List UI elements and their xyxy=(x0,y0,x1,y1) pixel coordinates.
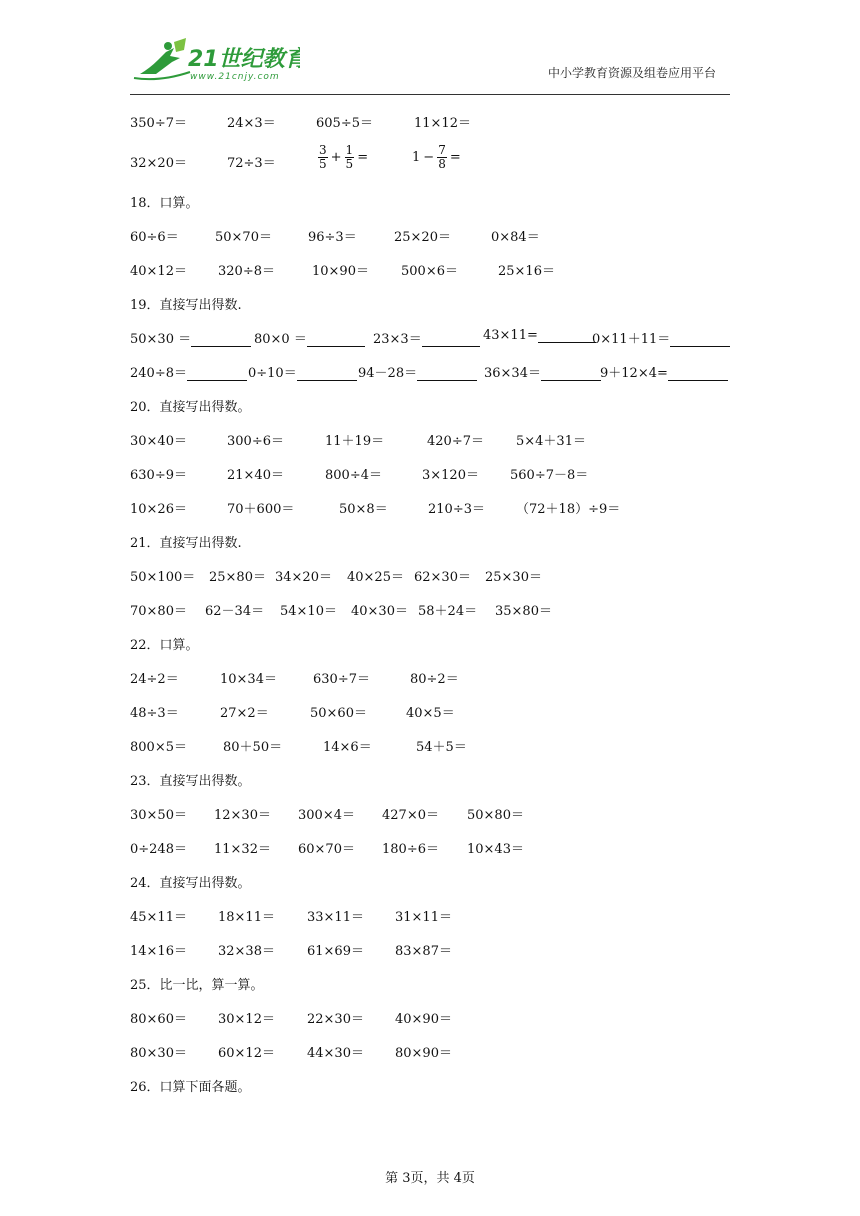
problem: 427×0＝ xyxy=(382,808,439,823)
problem: 30×50＝ xyxy=(130,808,187,823)
logo xyxy=(130,38,300,82)
problem: 80×90＝ xyxy=(395,1046,452,1061)
problem: 630÷9＝ xyxy=(130,468,187,483)
problem: 5×4＋31＝ xyxy=(516,434,586,449)
problem: 50×80＝ xyxy=(467,808,524,823)
problem-with-blank: 0÷10＝ xyxy=(248,362,357,381)
problem: 60÷6＝ xyxy=(130,230,179,245)
problem: （72＋18）÷9＝ xyxy=(516,502,621,517)
problem: 24×3＝ xyxy=(227,116,276,131)
problem: 48÷3＝ xyxy=(130,706,179,721)
problem-with-blank: 23×3＝ xyxy=(373,328,480,347)
problem: 45×11＝ xyxy=(130,910,187,925)
problem: 11×32＝ xyxy=(214,842,271,857)
problem: 25×16＝ xyxy=(498,264,555,279)
fraction: $\frac{1}{5}$ xyxy=(345,143,354,171)
problem: 54×10＝ xyxy=(280,604,337,619)
problem: 50×100＝ xyxy=(130,570,196,585)
problem: 50×70＝ xyxy=(215,230,272,245)
problem: 40×90＝ xyxy=(395,1012,452,1027)
equals: = xyxy=(357,150,369,165)
problem-with-blank: 94－28＝ xyxy=(358,362,477,381)
question-24-title: 24．直接写出得数。 xyxy=(130,876,251,891)
problem: 605÷5＝ xyxy=(316,116,373,131)
problem: 630÷7＝ xyxy=(313,672,370,687)
problem: 25×20＝ xyxy=(394,230,451,245)
problem-with-blank: 43×11= xyxy=(483,328,596,343)
problem: 300×4＝ xyxy=(298,808,355,823)
question-18-title: 18．口算。 xyxy=(130,196,199,211)
question-25-title: 25．比一比，算一算。 xyxy=(130,978,264,993)
whole-number: 1 xyxy=(412,150,421,165)
problem: 10×26＝ xyxy=(130,502,187,517)
problem-with-blank: 80×0 ＝ xyxy=(254,328,365,347)
question-22-title: 22．口算。 xyxy=(130,638,199,653)
problem: 40×25＝ xyxy=(347,570,404,585)
problem: 24÷2＝ xyxy=(130,672,179,687)
fraction: $\frac{3}{5}$ xyxy=(319,143,327,171)
problem: 31×11＝ xyxy=(395,910,452,925)
problem: 27×2＝ xyxy=(220,706,269,721)
problem: 32×38＝ xyxy=(218,944,275,959)
problem: 11＋19＝ xyxy=(325,434,385,449)
problem-with-blank: 0×11＋11＝ xyxy=(592,328,730,347)
problem: 58＋24＝ xyxy=(418,604,478,619)
problem-with-blank: 9＋12×4= xyxy=(600,362,728,381)
problem-with-blank: 50×30 ＝ xyxy=(130,328,251,347)
problem: 22×30＝ xyxy=(307,1012,364,1027)
runner-logo-icon xyxy=(130,38,300,82)
header-divider xyxy=(130,94,730,95)
problem: 3×120＝ xyxy=(422,468,479,483)
problem: 35×80＝ xyxy=(495,604,552,619)
problem: 300÷6＝ xyxy=(227,434,284,449)
problem: 320÷8＝ xyxy=(218,264,275,279)
fraction-problem-2 xyxy=(412,144,461,171)
problem: 25×80＝ xyxy=(209,570,266,585)
problem: 80×30＝ xyxy=(130,1046,187,1061)
problem: 70＋600＝ xyxy=(227,502,295,517)
question-19-title: 19．直接写出得数. xyxy=(130,298,242,313)
problem: 54＋5＝ xyxy=(416,740,467,755)
question-23-title: 23．直接写出得数。 xyxy=(130,774,251,789)
problem: 32×20＝ xyxy=(130,156,187,171)
problem: 10×90＝ xyxy=(312,264,369,279)
problem: 34×20＝ xyxy=(275,570,332,585)
problem: 50×8＝ xyxy=(339,502,388,517)
fraction-problem-1 xyxy=(318,144,368,171)
problem: 44×30＝ xyxy=(307,1046,364,1061)
question-21-title: 21．直接写出得数. xyxy=(130,536,242,551)
problem: 11×12＝ xyxy=(414,116,471,131)
problem: 72÷3＝ xyxy=(227,156,276,171)
problem: 12×30＝ xyxy=(214,808,271,823)
problem: 0÷248＝ xyxy=(130,842,187,857)
problem-with-blank: 36×34＝ xyxy=(484,362,601,381)
problem: 83×87＝ xyxy=(395,944,452,959)
problem: 30×40＝ xyxy=(130,434,187,449)
problem: 560÷7－8＝ xyxy=(510,468,589,483)
site-name: 中小学教育资源及组卷应用平台 xyxy=(547,66,716,80)
problem: 500×6＝ xyxy=(401,264,458,279)
question-20-title: 20．直接写出得数。 xyxy=(130,400,251,415)
operator: + xyxy=(330,150,342,165)
page-number: 第 3页，共 4页 xyxy=(385,1171,475,1186)
fraction: $\frac{7}{8}$ xyxy=(438,143,446,171)
problem: 40×5＝ xyxy=(406,706,455,721)
problem: 350÷7＝ xyxy=(130,116,187,131)
question-26-title: 26．口算下面各题。 xyxy=(130,1080,251,1095)
problem-with-blank: 240÷8＝ xyxy=(130,362,247,381)
problem: 61×69＝ xyxy=(307,944,364,959)
problem: 80÷2＝ xyxy=(410,672,459,687)
problem: 80＋50＝ xyxy=(223,740,283,755)
problem: 210÷3＝ xyxy=(428,502,485,517)
operator: − xyxy=(423,150,435,165)
problem: 180÷6＝ xyxy=(382,842,439,857)
problem: 80×60＝ xyxy=(130,1012,187,1027)
problem: 96÷3＝ xyxy=(308,230,357,245)
problem: 420÷7＝ xyxy=(427,434,484,449)
problem: 0×84＝ xyxy=(491,230,540,245)
problem: 10×43＝ xyxy=(467,842,524,857)
problem: 25×30＝ xyxy=(485,570,542,585)
problem: 14×6＝ xyxy=(323,740,372,755)
problem: 18×11＝ xyxy=(218,910,275,925)
problem: 40×30＝ xyxy=(351,604,408,619)
logo-url: www.21cnjy.com xyxy=(190,72,280,82)
problem: 40×12＝ xyxy=(130,264,187,279)
problem: 60×70＝ xyxy=(298,842,355,857)
logo-text: 21世纪教育 xyxy=(188,47,300,72)
problem: 33×11＝ xyxy=(307,910,364,925)
problem: 800÷4＝ xyxy=(325,468,382,483)
problem: 21×40＝ xyxy=(227,468,284,483)
problem: 14×16＝ xyxy=(130,944,187,959)
problem: 62－34＝ xyxy=(205,604,265,619)
problem: 70×80＝ xyxy=(130,604,187,619)
problem: 50×60＝ xyxy=(310,706,367,721)
problem: 60×12＝ xyxy=(218,1046,275,1061)
problem: 800×5＝ xyxy=(130,740,187,755)
page-header xyxy=(130,38,730,96)
equals: = xyxy=(449,150,461,165)
problem: 10×34＝ xyxy=(220,672,277,687)
problem: 62×30＝ xyxy=(414,570,471,585)
problem: 30×12＝ xyxy=(218,1012,275,1027)
